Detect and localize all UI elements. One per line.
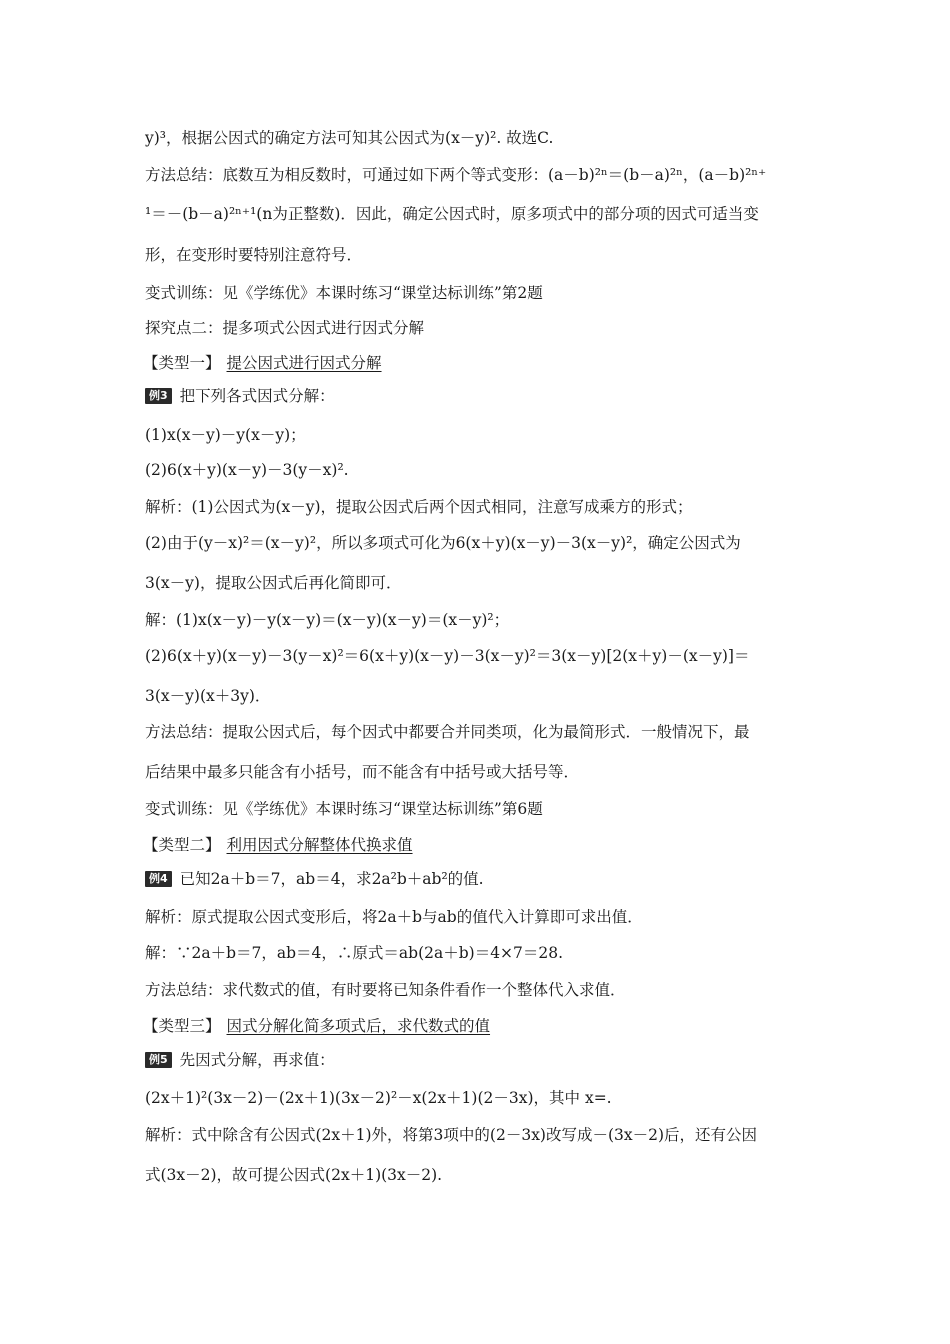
type-title: 提公因式进行因式分解 xyxy=(226,354,382,372)
problem-line: (1)x(x－y)－y(x－y)； xyxy=(145,426,306,444)
example-4 xyxy=(145,869,484,889)
solution-line: 解：(1)x(x－y)－y(x－y)＝(x－y)(x－y)＝(x－y)²； xyxy=(145,611,510,629)
analysis-line: 解析：原式提取公因式变形后，将2a＋b与ab的值代入计算即可求出值． xyxy=(145,908,643,926)
example-text: 先因式分解，再求值： xyxy=(179,1051,335,1069)
practice-reference: 变式训练：见《学练优》本课时练习“课堂达标训练”第2题 xyxy=(145,284,543,302)
type-title: 利用因式分解整体代换求值 xyxy=(226,836,413,854)
type-heading-3 xyxy=(143,1016,490,1036)
problem-line: (2x＋1)²(3x－2)－(2x＋1)(3x－2)²－x(2x＋1)(2－3x)，其中 x=. xyxy=(145,1089,612,1107)
type-heading-1 xyxy=(143,353,382,373)
practice-reference: 变式训练：见《学练优》本课时练习“课堂达标训练”第6题 xyxy=(145,800,543,818)
analysis-line: 3(x－y)，提取公因式后再化简即可． xyxy=(145,574,402,592)
example-text: 把下列各式因式分解： xyxy=(179,387,335,405)
analysis-line: 式(3x－2)，故可提公因式(2x＋1)(3x－2). xyxy=(145,1166,443,1184)
section-heading: 探究点二：提多项式公因式进行因式分解 xyxy=(145,319,425,337)
method-summary-line: 方法总结：提取公因式后，每个因式中都要合并同类项，化为最简形式．一般情况下，最 xyxy=(145,723,750,741)
text-line: ¹＝－(b－a)²ⁿ⁺¹(n为正整数)．因此，确定公因式时，原多项式中的部分项的因式可适当变 xyxy=(145,205,759,223)
analysis-line: 解析：(1)公因式为(x－y)，提取公因式后两个因式相同，注意写成乘方的形式； xyxy=(145,498,693,516)
analysis-line: 解析：式中除含有公因式(2x＋1)外，将第3项中的(2－3x)改写成－(3x－2)后，还有公因 xyxy=(145,1126,758,1144)
solution-line: 3(x－y)(x＋3y)． xyxy=(145,687,271,705)
type-label: 【类型一】 xyxy=(143,354,221,372)
type-label: 【类型三】 xyxy=(143,1017,221,1035)
example-3 xyxy=(145,386,335,406)
method-summary-line: 后结果中最多只能含有小括号，而不能含有中括号或大括号等． xyxy=(145,763,580,781)
method-summary-line: 方法总结：求代数式的值，有时要将已知条件看作一个整体代入求值． xyxy=(145,981,626,999)
example-badge: 例3 xyxy=(145,388,172,404)
solution-line: 解：∵2a＋b＝7，ab＝4，∴原式＝ab(2a＋b)＝4×7＝28. xyxy=(145,944,564,962)
type-title: 因式分解化简多项式后，求代数式的值 xyxy=(226,1017,491,1035)
example-5 xyxy=(145,1050,335,1070)
method-summary-line: 方法总结：底数互为相反数时，可通过如下两个等式变形：(a－b)²ⁿ＝(b－a)²ⁿ，(a－b)²ⁿ⁺ xyxy=(145,166,767,184)
example-badge: 例4 xyxy=(145,871,172,887)
solution-line: (2)6(x＋y)(x－y)－3(y－x)²＝6(x＋y)(x－y)－3(x－y)²＝3(x－y)[2(x＋y)－(x－y)]＝ xyxy=(145,647,750,665)
problem-line: (2)6(x＋y)(x－y)－3(y－x)². xyxy=(145,461,349,479)
text-line: 形，在变形时要特别注意符号． xyxy=(145,246,363,264)
type-heading-2 xyxy=(143,835,413,855)
type-label: 【类型二】 xyxy=(143,836,221,854)
example-badge: 例5 xyxy=(145,1052,172,1068)
example-text: 已知2a＋b＝7，ab＝4，求2a²b＋ab²的值. xyxy=(179,870,484,888)
text-line: y)³，根据公因式的确定方法可知其公因式为(x－y)². 故选C. xyxy=(145,129,554,147)
analysis-line: (2)由于(y－x)²＝(x－y)²，所以多项式可化为6(x＋y)(x－y)－3(x－y)²，确定公因式为 xyxy=(145,534,741,552)
